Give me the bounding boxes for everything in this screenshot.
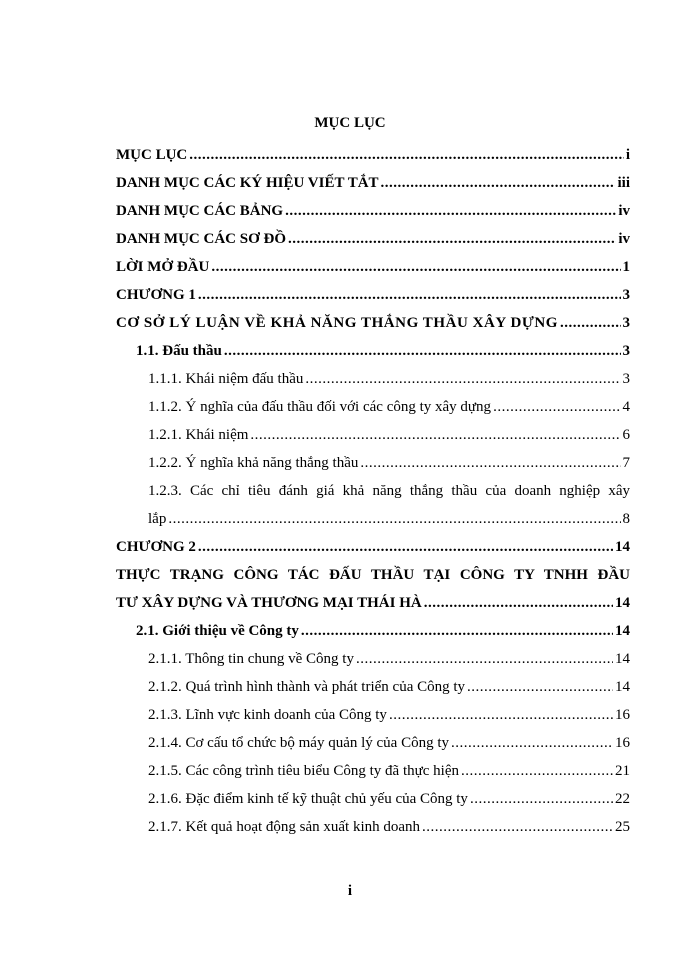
toc-entry-1-1-2[interactable]	[116, 393, 630, 421]
toc-entry-2-1-1[interactable]	[116, 645, 630, 673]
toc-entry-text: CHƯƠNG 2	[116, 539, 196, 555]
toc-entry-text: 1.1.2. Ý nghĩa của đấu thầu đối với các công ty xây dựng	[148, 399, 492, 415]
toc-entry-1-2-3-continued[interactable]	[116, 505, 630, 533]
dot-leader	[250, 421, 620, 449]
toc-entry-2-1-5[interactable]	[116, 757, 630, 785]
dot-leader	[360, 449, 620, 477]
dot-leader	[198, 281, 621, 309]
toc-entry-page: 14	[615, 623, 630, 639]
dot-leader	[224, 337, 621, 365]
toc-entry-text: 2.1.3. Lĩnh vực kinh doanh của Công ty	[148, 707, 387, 723]
toc-entry-text: 2.1.7. Kết quả hoạt động sản xuất kinh doanh	[148, 819, 421, 835]
toc-entry-text: 2.1.1. Thông tin chung về Công ty	[148, 651, 354, 667]
toc-entry-page: 3	[622, 315, 630, 331]
toc-entry-text: DANH MỤC CÁC BẢNG	[116, 203, 284, 219]
toc-entry-diagrams[interactable]	[116, 225, 630, 253]
toc-entry-muc-luc[interactable]	[116, 141, 630, 169]
toc-entry-page: 21	[615, 763, 630, 779]
toc-entry-text: 1.1. Đấu thầu	[136, 343, 222, 359]
toc-entry-text: 2.1. Giới thiệu về Công ty	[136, 623, 299, 639]
dot-leader	[189, 141, 624, 169]
toc-entry-page: 3	[622, 287, 630, 303]
toc-entry-tables[interactable]	[116, 197, 630, 225]
dot-leader	[198, 533, 613, 561]
toc-entry-text: 2.1.2. Quá trình hình thành và phát triển của Công ty	[148, 679, 466, 695]
toc-entry-2-1-6[interactable]	[116, 785, 630, 813]
toc-entry-1-2-2[interactable]	[116, 449, 630, 477]
toc-entry-page: 3	[622, 371, 630, 387]
toc-entry-page: 8	[622, 511, 630, 527]
page-number: i	[347, 883, 353, 899]
toc-entry-1-2-1[interactable]	[116, 421, 630, 449]
toc-entry-text: 2.1.5. Các công trình tiêu biểu Công ty đã thực hiện	[148, 763, 459, 779]
toc-entry-2-1-4[interactable]	[116, 729, 630, 757]
toc-entry-text: LỜI MỞ ĐẦU	[116, 259, 210, 275]
dot-leader	[470, 785, 613, 813]
dot-leader	[422, 813, 613, 841]
toc-entry-page: i	[625, 147, 630, 163]
table-of-contents	[116, 141, 630, 841]
toc-entry-2-1-7[interactable]	[116, 813, 630, 841]
toc-entry-page: 3	[622, 343, 630, 359]
toc-entry-section-2-1[interactable]	[116, 617, 630, 645]
toc-entry-text: THỰC TRẠNG CÔNG TÁC ĐẤU THẦU TẠI CÔNG TY TNHH ĐẦU	[116, 567, 630, 583]
toc-entry-page: 14	[615, 595, 630, 611]
toc-entry-page: iv	[618, 231, 630, 247]
toc-entry-chapter-2[interactable]	[116, 533, 630, 561]
toc-entry-text: DANH MỤC CÁC KÝ HIỆU VIẾT TẮT	[116, 175, 379, 191]
toc-entry-text: TƯ XÂY DỰNG VÀ THƯƠNG MẠI THÁI HÀ	[116, 595, 422, 611]
toc-entry-page: 1	[622, 259, 630, 275]
toc-entry-chapter-1[interactable]	[116, 281, 630, 309]
page-title: MỤC LỤC	[314, 115, 386, 131]
dot-leader	[381, 169, 616, 197]
toc-entry-text: CƠ SỞ LÝ LUẬN VỀ KHẢ NĂNG THẮNG THẦU XÂY DỰNG	[116, 315, 559, 331]
toc-entry-abbreviations[interactable]	[116, 169, 630, 197]
toc-entry-2-1-3[interactable]	[116, 701, 630, 729]
toc-entry-text: 1.1.1. Khái niệm đấu thầu	[148, 371, 304, 387]
toc-entry-chapter-2-title-continued[interactable]	[116, 589, 630, 617]
dot-leader	[451, 729, 613, 757]
toc-entry-page: 25	[615, 819, 630, 835]
toc-entry-text: 1.2.1. Khái niệm	[148, 427, 249, 443]
toc-entry-1-2-3[interactable]	[116, 477, 630, 505]
dot-leader	[168, 505, 620, 533]
toc-entry-page: iv	[618, 203, 630, 219]
toc-entry-text: 1.2.2. Ý nghĩa khả năng thắng thầu	[148, 455, 359, 471]
dot-leader	[305, 365, 620, 393]
toc-entry-section-1-1[interactable]	[116, 337, 630, 365]
toc-entry-page: 14	[615, 539, 630, 555]
dot-leader	[560, 309, 620, 337]
toc-entry-chapter-2-title[interactable]	[116, 561, 630, 589]
toc-entry-page: 16	[615, 707, 630, 723]
dot-leader	[493, 393, 620, 421]
toc-entry-page: 7	[622, 455, 630, 471]
toc-entry-introduction[interactable]	[116, 253, 630, 281]
toc-entry-2-1-2[interactable]	[116, 673, 630, 701]
toc-entry-text: CHƯƠNG 1	[116, 287, 196, 303]
toc-entry-page: 22	[615, 791, 630, 807]
toc-entry-page: 4	[622, 399, 630, 415]
toc-entry-page: iii	[617, 175, 630, 191]
toc-entry-text: DANH MỤC CÁC SƠ ĐỒ	[116, 231, 286, 247]
toc-entry-page: 16	[615, 735, 630, 751]
dot-leader	[211, 253, 620, 281]
toc-entry-text: lắp	[148, 511, 167, 527]
toc-entry-text: 2.1.6. Đặc điểm kinh tế kỹ thuật chủ yếu của Công ty	[148, 791, 468, 807]
dot-leader	[301, 617, 613, 645]
dot-leader	[389, 701, 613, 729]
toc-entry-text: MỤC LỤC	[116, 147, 188, 163]
dot-leader	[424, 589, 613, 617]
dot-leader	[356, 645, 613, 673]
dot-leader	[461, 757, 613, 785]
toc-entry-page: 14	[615, 679, 630, 695]
toc-entry-page: 14	[615, 651, 630, 667]
toc-entry-chapter-1-title[interactable]	[116, 309, 630, 337]
toc-entry-page: 6	[622, 427, 630, 443]
dot-leader	[288, 225, 616, 253]
toc-entry-1-1-1[interactable]	[116, 365, 630, 393]
toc-entry-text: 2.1.4. Cơ cấu tổ chức bộ máy quản lý của Công ty	[148, 735, 450, 751]
dot-leader	[467, 673, 613, 701]
toc-entry-text: 1.2.3. Các chỉ tiêu đánh giá khả năng thắng thầu của doanh nghiệp xây	[148, 483, 630, 499]
dot-leader	[285, 197, 616, 225]
